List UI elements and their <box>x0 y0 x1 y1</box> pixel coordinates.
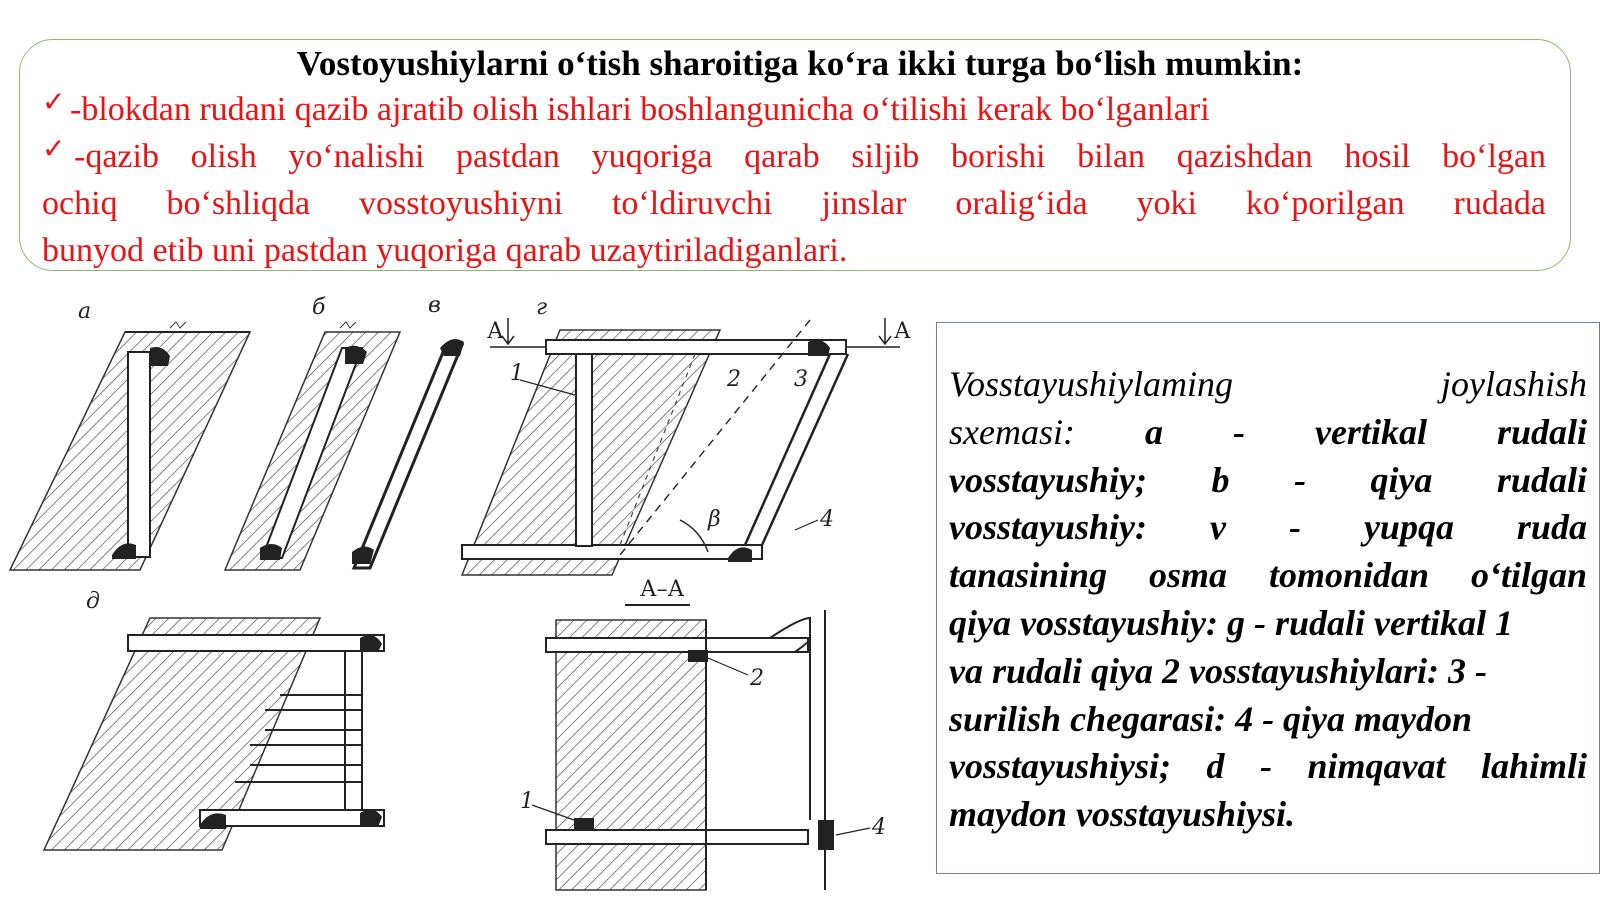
bullet-item-2 <box>42 133 1546 181</box>
figure-g <box>462 295 911 575</box>
label-g-4: 4 <box>820 507 834 532</box>
label-v: в <box>428 293 441 318</box>
label-g-2: 2 <box>727 367 741 392</box>
bullet-2-text-3: bunyod etib uni pastdan yuqoriga qarab uzaytiriladiganlari. <box>42 232 848 269</box>
figure-section-A-A <box>520 577 886 890</box>
caption-line: vosstayushiysi; d - nimqavat lahimli <box>949 746 1587 787</box>
label-a: а <box>78 299 92 324</box>
label-b: б <box>312 295 326 320</box>
caption-line: surilish chegarasi: 4 - qiya maydon <box>949 698 1473 739</box>
label-g-3: 3 <box>794 367 808 392</box>
label-g: г <box>536 295 548 320</box>
figure-d <box>44 589 384 850</box>
bullet-1-text: -blokdan rudani qazib ajratib olish ishlari boshlangunicha o‘tilishi kerak bo‘lganlari <box>70 91 1210 128</box>
caption-line: qiya vosstayushiy: g - rudali vertikal 1 <box>949 602 1513 643</box>
figure-a <box>10 299 250 570</box>
caption-line: tanasining osma tomonidan o‘tilgan <box>949 555 1587 596</box>
bullet-2-line-3 <box>42 227 1546 275</box>
figure-caption <box>949 361 1587 839</box>
label-A-left: А <box>487 319 504 344</box>
label-aa-2: 2 <box>750 666 764 691</box>
bullet-2-text-2: ochiq bo‘shliqda vosstoyushiyni to‘ldiruvchi jinslar oralig‘ida yoki ko‘porilgan rudada <box>42 185 1546 222</box>
bullet-item-1 <box>42 86 1546 134</box>
caption-line: sxemasi: a - vertikal rudali <box>949 411 1587 452</box>
label-g-1: 1 <box>510 361 524 386</box>
label-section: А–А <box>640 577 685 602</box>
caption-line: va rudali qiya 2 vosstayushiylari: 3 - <box>949 650 1487 691</box>
bullet-2-line-2 <box>42 180 1546 228</box>
label-aa-1: 1 <box>520 789 534 814</box>
intro-heading: Vostoyushiylarni o‘tish sharoitiga ko‘ra ikki turga bo‘lish mumkin: <box>296 44 1304 83</box>
checkmark-icon: ✓ <box>42 85 66 118</box>
checkmark-icon: ✓ <box>42 132 66 165</box>
label-A-right: А <box>894 319 911 344</box>
caption-line: vosstayushiy; b - qiya rudali <box>949 459 1587 500</box>
caption-line: Vosstayushiylaming joylashish <box>949 364 1587 404</box>
mine-raise-diagram <box>0 290 920 899</box>
caption-line: vosstayushiy: v - yupqa ruda <box>949 507 1587 548</box>
caption-line: maydon vosstayushiysi. <box>949 794 1296 835</box>
bullet-2-line-1 <box>42 133 1546 181</box>
label-d: д <box>86 589 100 614</box>
label-beta: β <box>708 507 721 532</box>
bullet-2-text-1: -qazib olish yo‘nalishi pastdan yuqoriga qarab siljib borishi bilan qazishdan hosil bo‘lgan <box>74 138 1546 175</box>
label-aa-4: 4 <box>872 815 886 840</box>
